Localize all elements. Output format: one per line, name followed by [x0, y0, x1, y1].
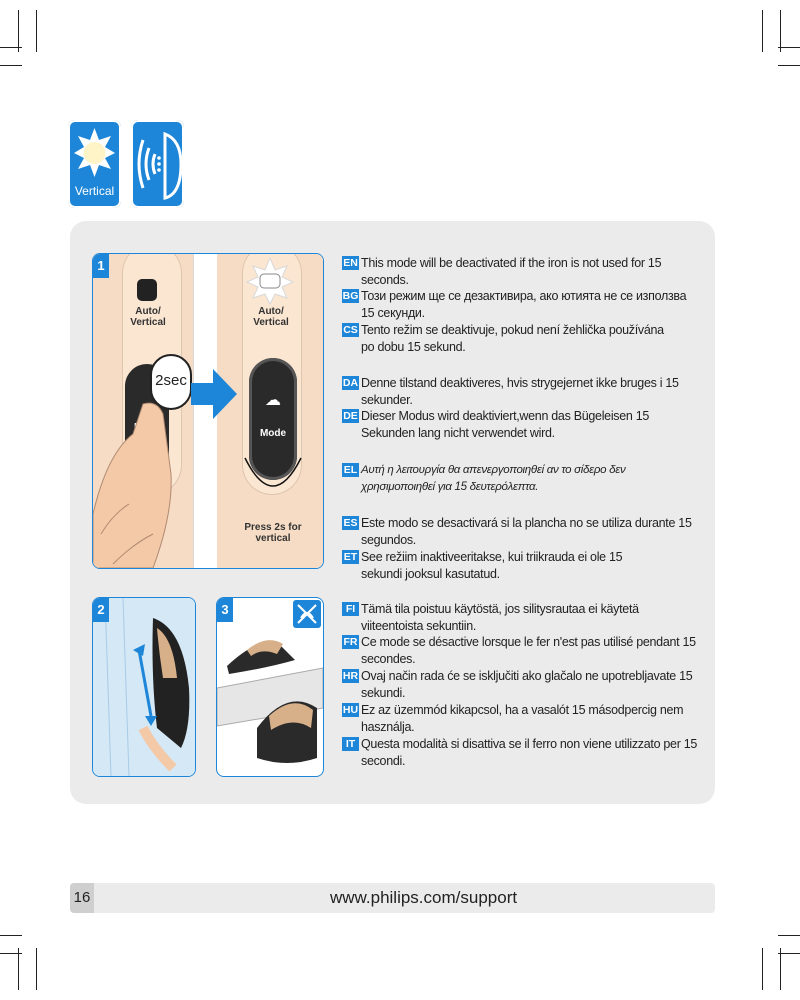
lang-code-badge: ES [343, 517, 358, 529]
lang-text: Denne tilstand deaktiveres, hvis strygejernet ikke bruges i 15 sekunder. [361, 376, 679, 407]
led-indicator [137, 279, 157, 301]
lang-code-badge: CS [343, 324, 358, 336]
shirt-steaming-illustration [93, 598, 195, 776]
lang-code-badge: HR [342, 670, 359, 682]
lang-text: This mode will be deactivated if the iron is not used for 15 seconds. [361, 256, 662, 287]
lang-code-badge: IT [342, 737, 359, 751]
lang-text: Questa modalità si disattiva se il ferro non viene utilizzato per 15 secondi. [361, 737, 698, 768]
arrow-right-icon [191, 369, 237, 419]
lang-text: Ovaj način rada će se isključiti ako glačalo ne upotrebljavate 15 sekundi. [361, 669, 693, 700]
step-number: 2 [93, 598, 109, 622]
lang-code-badge: DA [342, 377, 359, 389]
crop-mark [18, 948, 19, 990]
lang-code-badge: BG [342, 290, 359, 302]
lang-code-badge: EN [343, 257, 358, 269]
lang-code-badge: EL [343, 464, 358, 476]
step-1-illustration [92, 253, 324, 569]
crop-mark [778, 953, 800, 954]
press-caption: Press 2s for vertical [244, 522, 302, 544]
lang-text: Dieser Modus wird deaktiviert,wenn das Bügeleisen 15 Sekunden lang nicht verwendet wird. [361, 409, 650, 440]
lang-text: Ce mode se désactive lorsque le fer n'est pas utilisé pendant 15 secondes. [361, 635, 696, 666]
crop-mark [0, 47, 22, 48]
mode-label-right: Mode [259, 428, 287, 439]
crop-mark [0, 65, 22, 66]
lang-text: Este modo se desactivará si la plancha no se utiliza durante 15 segundos. [361, 516, 692, 547]
support-url[interactable]: www.philips.com/support [330, 888, 518, 907]
crop-mark [778, 65, 800, 66]
vertical-label: Vertical [74, 184, 115, 198]
lang-code-badge: FR [343, 636, 358, 648]
steam-iron-icon [131, 120, 184, 208]
page-number: 16 [70, 883, 94, 913]
crop-mark [780, 948, 781, 990]
led-glow-icon [245, 256, 295, 306]
auto-vertical-label-right: Auto/ Vertical [253, 306, 289, 328]
no-steam-icon [293, 600, 321, 628]
crop-mark [778, 935, 800, 936]
vertical-mode-icon [68, 120, 121, 208]
crop-mark [18, 10, 19, 52]
lang-code-badge: DE [343, 410, 358, 422]
crop-mark [0, 953, 22, 954]
lang-text: Tento režim se deaktivuje, pokud není žehlička používána po dobu 15 sekund. [361, 323, 664, 354]
step-number: 3 [217, 598, 233, 622]
lang-code-badge: HU [342, 704, 359, 716]
crop-mark [36, 10, 37, 52]
timer-text: 2sec [155, 372, 187, 389]
lang-text: Αυτή η λειτουργία θα απενεργοποιηθεί αν το σίδερο δεν χρησιμοποιηθεί για 15 δευτερόλεπτα. [361, 464, 626, 493]
auto-vertical-label: Auto/ Vertical [130, 306, 166, 328]
lang-text: Този режим ще се дезактивира, ако ютията не се използва 15 секунди. [361, 289, 687, 320]
crop-mark [762, 10, 763, 52]
crop-mark [780, 10, 781, 52]
crop-mark [0, 935, 22, 936]
step-2-illustration [92, 597, 196, 777]
finger-pressing-illustration [93, 394, 193, 568]
crop-mark [778, 47, 800, 48]
press-arc-icon [241, 454, 305, 504]
lang-text: See režiim inaktiveeritakse, kui triikrauda ei ole 15 sekundi jooksul kasutatud. [361, 550, 623, 581]
step-number: 1 [93, 254, 109, 278]
crop-mark [762, 948, 763, 990]
step-3-illustration [216, 597, 324, 777]
lang-code-badge: FI [342, 602, 359, 616]
steam-icon: ☁ [265, 392, 281, 409]
lang-code-badge: ET [343, 551, 358, 563]
timer-bubble [150, 354, 192, 410]
crop-mark [36, 948, 37, 990]
lang-text: Ez az üzemmód kikapcsol, ha a vasalót 15 másodpercig nem használja. [361, 703, 684, 734]
lang-text: Tämä tila poistuu käytöstä, jos silitysrautaa ei käytetä viiteentoista sekuntiin. [361, 602, 639, 633]
